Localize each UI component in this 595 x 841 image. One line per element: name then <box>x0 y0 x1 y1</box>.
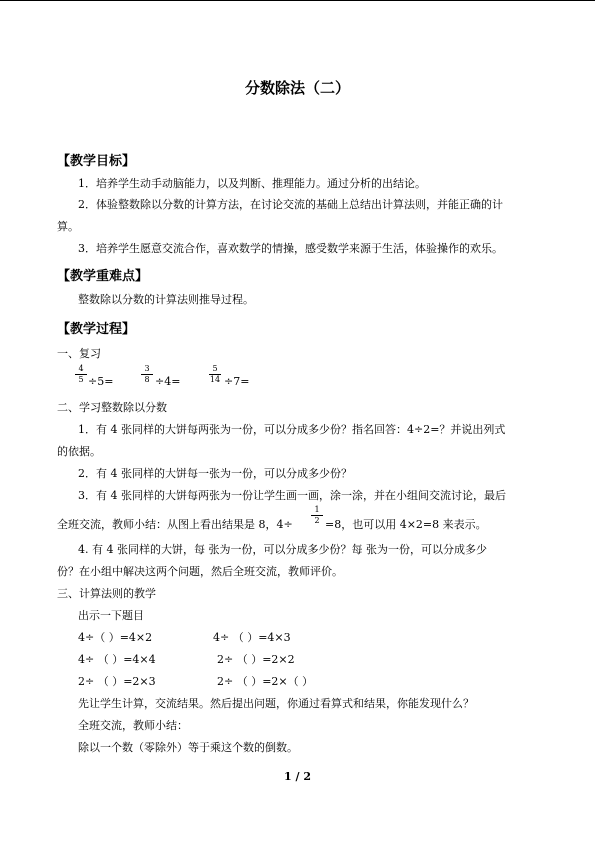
review-expression-2: ÷4= <box>155 375 181 388</box>
fraction-numerator: 3 <box>141 364 153 375</box>
key-points-text: 整数除以分数的计算法则推导过程。 <box>78 293 254 306</box>
question-2: 2．有 4 张同样的大饼每一张为一份，可以分成多少份？ <box>78 467 352 480</box>
review-fraction-3 <box>209 364 221 385</box>
question-4-line-2: 份？在小组中解决这两个问题，然后全班交流，教师评价。 <box>57 565 343 578</box>
teacher-summary: 全班交流，教师小结： <box>78 719 188 732</box>
question-3-line-2-post: =8，也可以用 4×2=8 来表示。 <box>325 518 487 531</box>
goal-1: 1．培养学生动手动脑能力，以及判断、推理能力。通过分析的出结论。 <box>78 177 426 190</box>
calc-instructions: 先让学生计算，交流结果。然后提出问题，你通过看算式和结果，你能发现什么？ <box>78 697 474 710</box>
fraction-numerator: 1 <box>311 505 323 516</box>
review-fraction-1 <box>75 364 87 385</box>
review-heading: 一、复习 <box>57 347 101 360</box>
question-4-line-1: 4. 有 4 张同样的大饼，每 张为一份，可以分成多少份？每 张为一份，可以分成多少 <box>78 543 487 556</box>
review-fraction-2 <box>141 364 153 385</box>
learn-heading: 二、学习整数除以分数 <box>57 401 167 414</box>
equation-row-2-left: 4÷ （ ）=4×4 <box>78 653 156 666</box>
review-expression-1: ÷5= <box>88 375 114 388</box>
question-3-line-2-pre: 全班交流，教师小结：从图上看出结果是 8，4÷ <box>57 518 293 531</box>
fraction-denominator: 8 <box>144 375 150 384</box>
question-1-line-2: 的依据。 <box>57 445 101 458</box>
fraction-denominator: 5 <box>78 375 84 384</box>
equation-row-2-right: 2÷ （ ）=2×2 <box>217 653 295 666</box>
goal-2-line-1: 2．体验整数除以分数的计算方法，在讨论交流的基础上总结出计算法则，并能正确的计 <box>78 198 503 211</box>
equation-row-1-left: 4÷（ ）=4×2 <box>78 631 153 644</box>
page-title: 分数除法（二） <box>244 79 350 97</box>
fraction-numerator: 5 <box>209 364 221 375</box>
fraction-denominator: 2 <box>314 516 320 525</box>
equation-row-1-right: 4÷ （ ）=4×3 <box>213 631 291 644</box>
goal-2-line-2: 算。 <box>57 220 79 233</box>
process-heading: 【教学过程】 <box>57 322 136 337</box>
rule-heading: 三、计算法则的教学 <box>57 587 156 600</box>
equation-row-3-right: 2÷ （ ）=2×（ ） <box>217 675 314 688</box>
show-problems: 出示一下题目 <box>78 609 144 622</box>
goal-3: 3．培养学生愿意交流合作，喜欢数学的情操，感受数学来源于生活，体验操作的欢乐。 <box>78 242 503 255</box>
question-3-fraction <box>311 505 323 526</box>
fraction-denominator: 14 <box>209 375 221 384</box>
division-rule: 除以一个数（零除外）等于乘这个数的倒数。 <box>78 741 298 754</box>
review-expression-3: ÷7= <box>224 375 250 388</box>
page-top-border <box>0 0 595 1</box>
page-number: 1 / 2 <box>284 770 311 783</box>
question-1-line-1: 1．有 4 张同样的大饼每两张为一份，可以分成多少份？指名回答：4÷2=？并说出列式 <box>78 423 506 436</box>
key-points-heading: 【教学重难点】 <box>57 269 149 284</box>
fraction-numerator: 4 <box>75 364 87 375</box>
question-3-line-1: 3．有 4 张同样的大饼每两张为一份让学生画一画，涂一涂，并在小组间交流讨论，最后 <box>78 489 506 502</box>
goals-heading: 【教学目标】 <box>57 154 136 169</box>
equation-row-3-left: 2÷ （ ）=2×3 <box>78 675 156 688</box>
